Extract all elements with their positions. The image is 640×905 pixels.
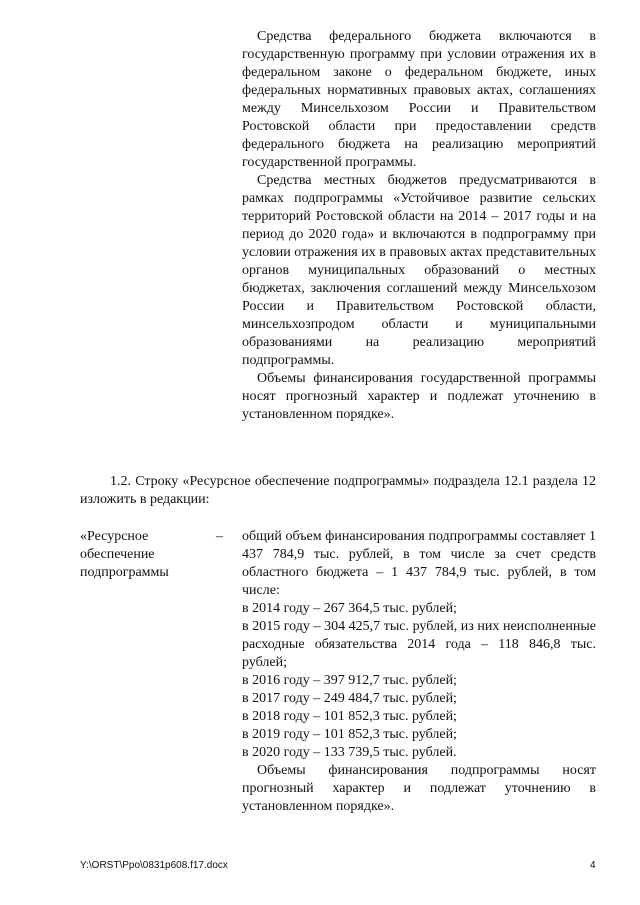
year-2017-line: в 2017 году – 249 484,7 тыс. рублей;	[242, 691, 457, 706]
footer-file-path: Y:\ORST\Ppo\0831p608.f17.docx	[80, 860, 228, 871]
year-2019-line: в 2019 году – 101 852,3 тыс. рублей;	[242, 727, 457, 742]
top-text-block	[242, 28, 596, 424]
resource-row-label: «Ресурсное обеспечение подпрограммы	[80, 529, 169, 580]
resource-total-paragraph: общий объем финансирования подпрограммы составляет 1 437 784,9 тыс. рублей, в том числе за счет средств областного бюджета – 1 437 784,9 тыс. рублей, в том числе:	[242, 529, 596, 598]
resource-row-dash: –	[216, 529, 223, 544]
resource-row-content	[242, 528, 596, 816]
year-2014-line: в 2014 году – 267 364,5 тыс. рублей;	[242, 601, 457, 616]
page-number: 4	[590, 860, 596, 871]
year-2020-line: в 2020 году – 133 739,5 тыс. рублей.	[242, 745, 457, 760]
year-2015-line: в 2015 году – 304 425,7 тыс. рублей, из них неисполненные расходные обязательства 2014 года – 118 846,8 тыс. рублей;	[242, 619, 596, 670]
amendment-paragraph: 1.2. Строку «Ресурсное обеспечение подпрограммы» подраздела 12.1 раздела 12 изложить в редакции:	[80, 474, 596, 507]
local-budget-paragraph: Средства местных бюджетов предусматриваются в рамках подпрограммы «Устойчивое развитие сельских территорий Ростовской области на 2014 – 2017 годы и на период до 2020 года» и включаются в подпрограмму при условии отражения их в правовых актах представительных органов муниципальных образований о местных бюджетах, заключения соглашений между Минсельхозом России и Правительством Ростовской области, минсельхозпродом области и муниципальными образованиями на реализацию мероприятий подпрограммы.	[242, 173, 596, 368]
financing-forecast-paragraph: Объемы финансирования государственной программы носят прогнозный характер и подлежат уточнению в установленном порядке».	[242, 371, 596, 422]
federal-budget-paragraph: Средства федерального бюджета включаются в государственную программу при условии отражения их в федеральном законе о федеральном бюджете, иных федеральных нормативных правовых актах, соглашениях между Минсельхозом России и Правительством Ростовской области при предоставлении средств федерального бюджета на реализацию мероприятий государственной программы.	[242, 29, 596, 170]
year-2018-line: в 2018 году – 101 852,3 тыс. рублей;	[242, 709, 457, 724]
resource-forecast-paragraph: Объемы финансирования подпрограммы носят прогнозный характер и подлежат уточнению в установленном порядке».	[242, 763, 596, 814]
year-2016-line: в 2016 году – 397 912,7 тыс. рублей;	[242, 673, 457, 688]
